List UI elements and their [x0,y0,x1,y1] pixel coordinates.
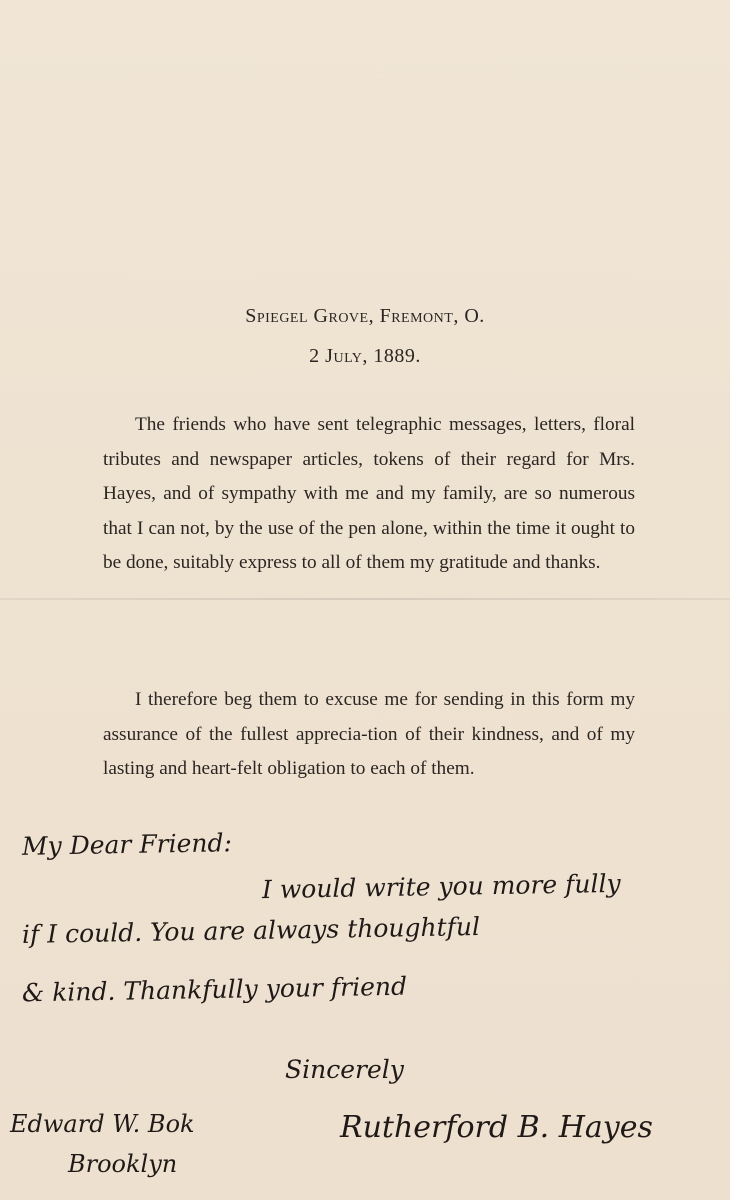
paragraph-text: I therefore beg them to excuse me for sending in this form my assurance of the fullest apprecia-tion of their kindness, and of my lasting and heart-felt obligation to each of them. [103,689,635,779]
addressee-city: Brooklyn [68,1150,178,1178]
addressee-name: Edward W. Bok [10,1110,195,1138]
handwritten-line: if I could. You are always thoughtful [21,912,481,949]
paragraph-text: The friends who have sent telegraphic messages, letters, floral tributes and newspaper articles, tokens of their regard for Mrs. Hayes, and of sympathy with me and my family, are so numerous that I can not, by the use of the pen alone, within the time it ought to be done, suitably express to all of them my gratitude and thanks. [103,414,635,573]
paper-fold-crease [0,598,730,600]
letterhead-date: 2 July, 1889. [309,345,421,367]
printed-paragraph-2 [103,683,635,787]
handwritten-closing: Sincerely [285,1055,404,1084]
handwritten-line: & kind. Thankfully your friend [21,971,408,1008]
handwritten-line: I would write you more fully [261,868,621,905]
handwritten-salutation: My Dear Friend: [21,828,233,861]
letterhead-place: Spiegel Grove, Fremont, O. [245,305,485,327]
printed-paragraph-1 [103,408,635,581]
handwritten-signature: Rutherford B. Hayes [340,1110,653,1145]
